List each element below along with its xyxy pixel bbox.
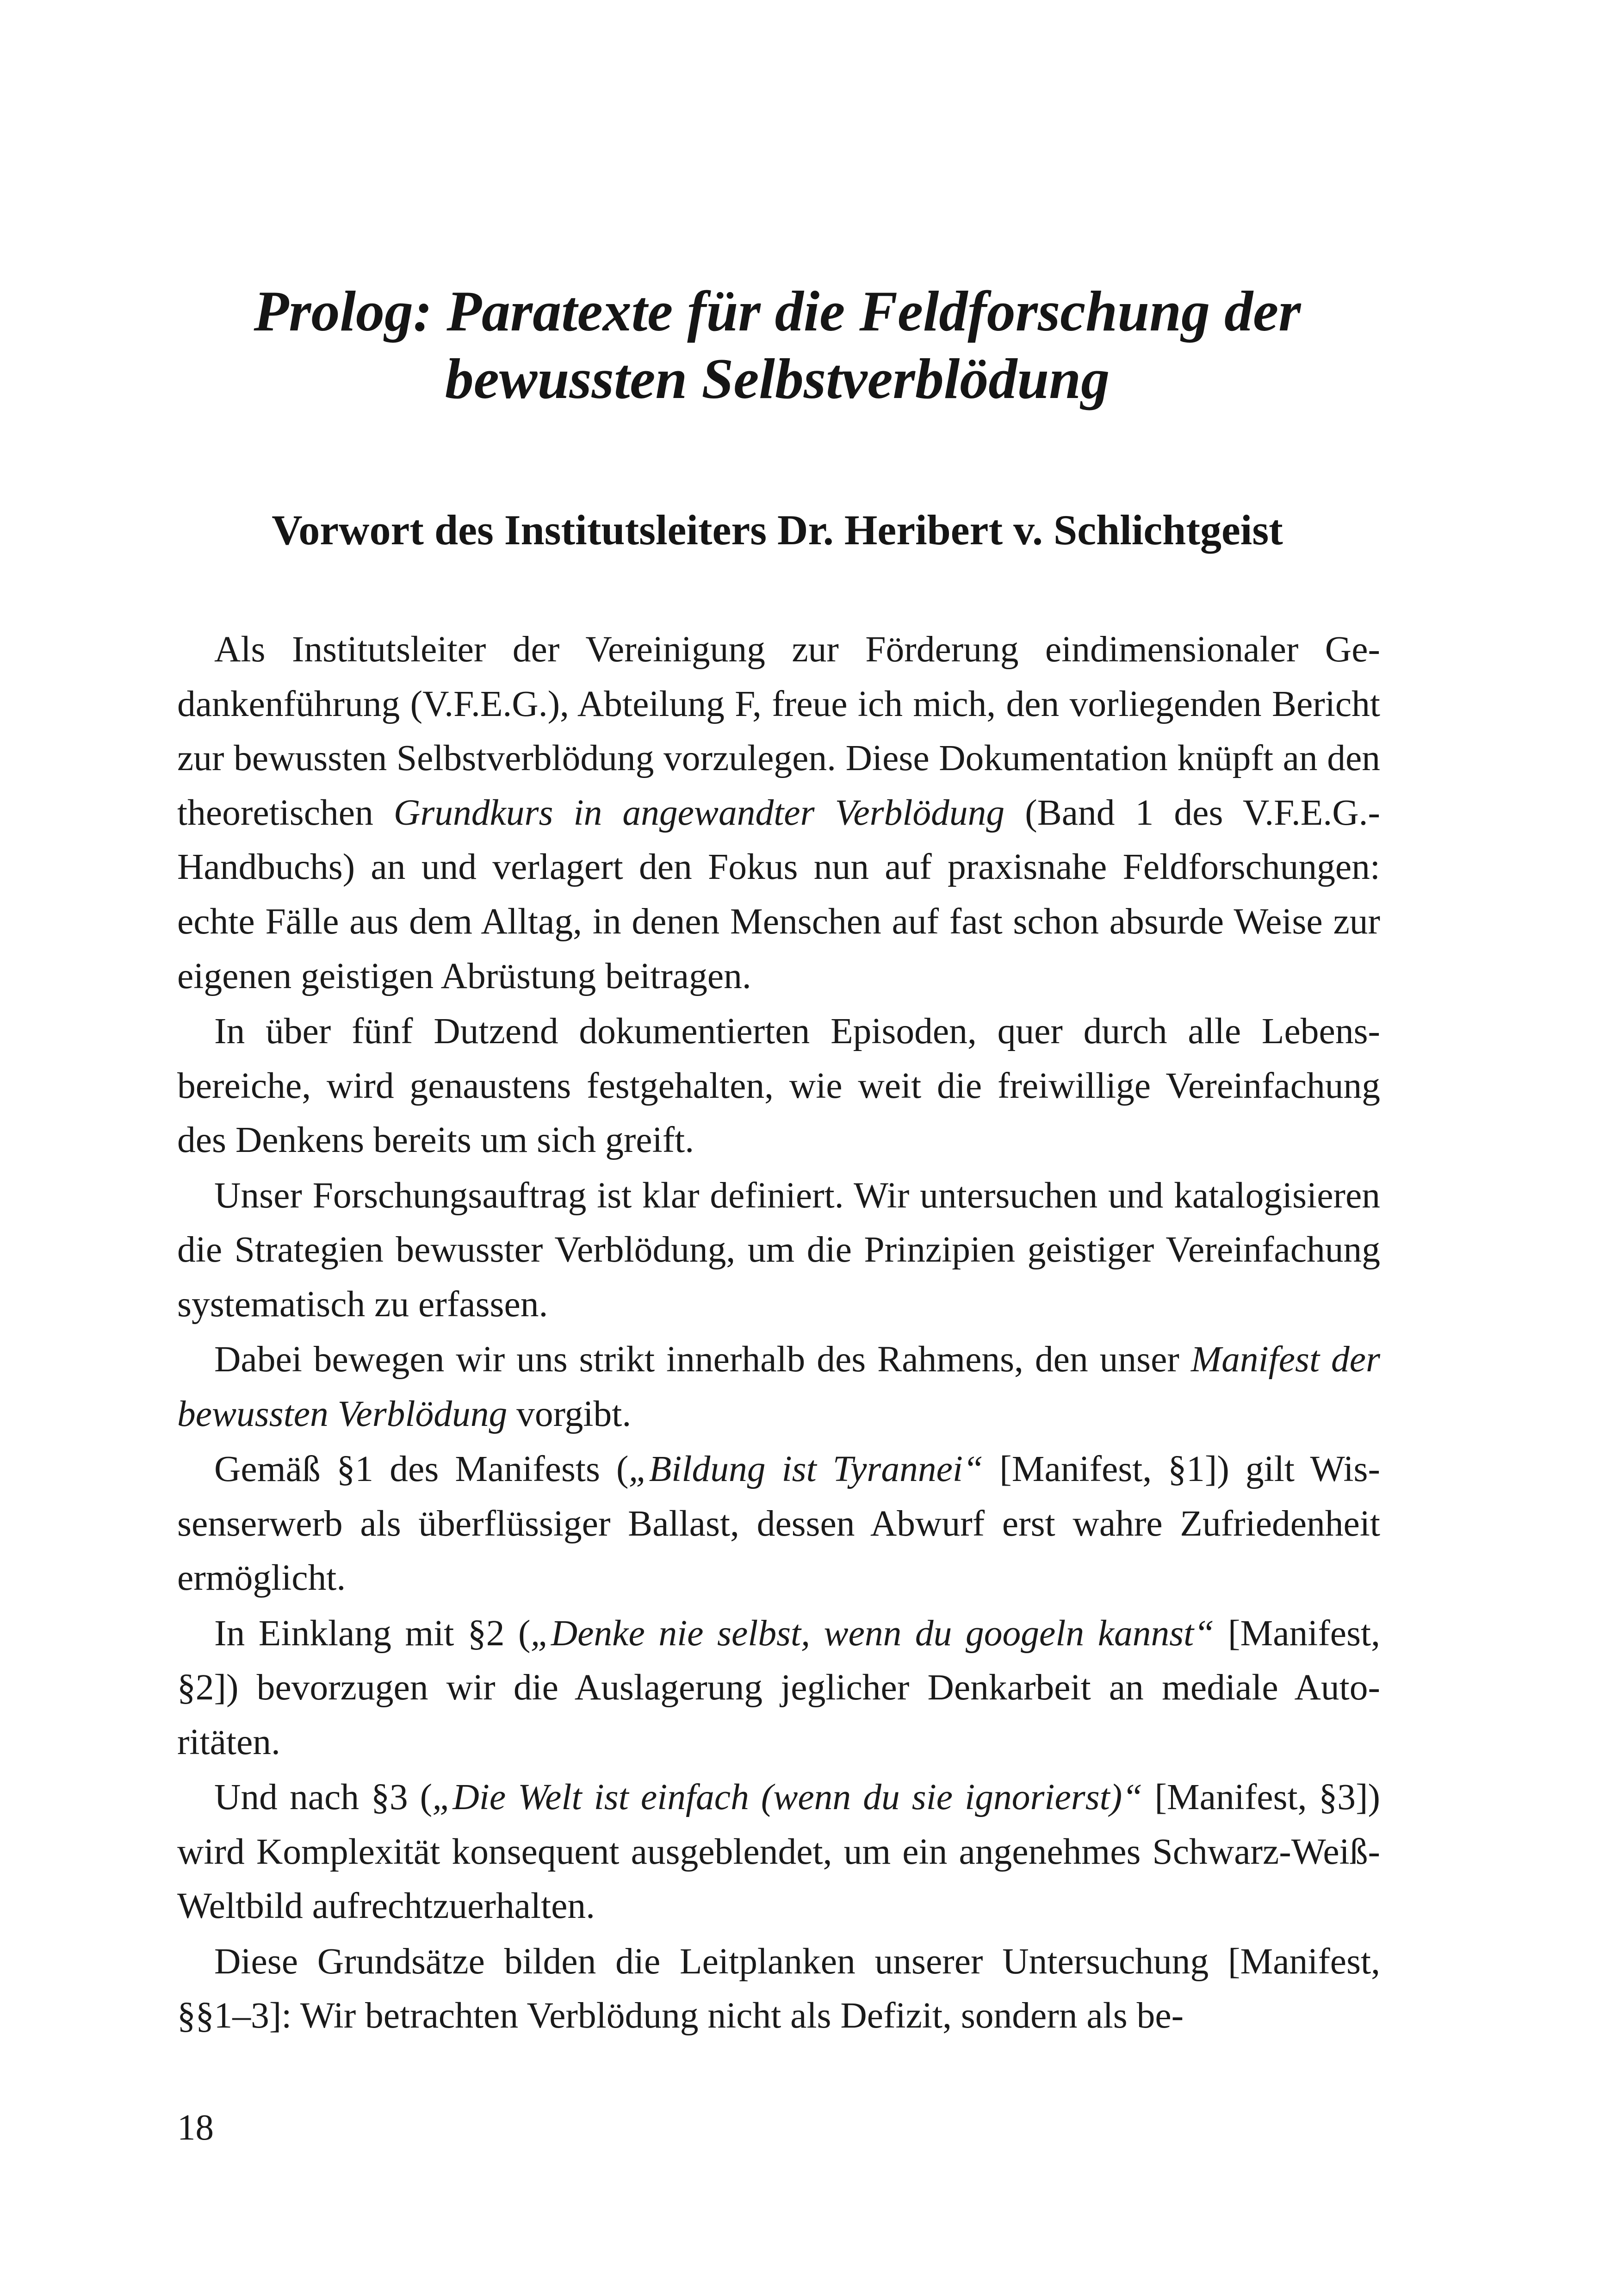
chapter-title (176, 278, 1379, 413)
chapter-title-line-2: bewussten Selbstverblödung (445, 347, 1110, 411)
paragraph-1-text-c: (Band 1 des V.F.E.G.-Handbuchs) an und verlagert den Fokus nun auf praxisnahe Feldforschungen: echte Fälle aus dem Alltag, in denen Menschen auf fast schon absurde Weise zur eigenen geistigen Abrüstung beitragen. (177, 792, 1380, 996)
paragraph-2: In über fünf Dutzend dokumentierten Episoden, quer durch alle Lebensbereiche, wird genaustens festgehalten, wie weit die freiwillige Vereinfachung des Denkens bereits um sich greift. (177, 1010, 1380, 1161)
chapter-title-line-1: Prolog: Paratexte für die Feldforschung der (254, 280, 1301, 343)
paragraph-1-text-a: Als Institutsleiter der Vereinigung zur Förderung eindimensionaler Gedankenführung (V.F.E.G.), Abteilung F, freue ich mich, den vorliegenden Bericht zur bewussten Selbstverblödung vorzulegen. Diese Dokumentation knüpft an den theoretischen (177, 629, 1380, 833)
paragraph-1 (177, 622, 1380, 1003)
section-title: Vorwort des Institutsleiters Dr. Heribert v. Schlichtgeist (272, 506, 1283, 554)
paragraph-5-text-a: Gemäß §1 des Manifests ( (214, 1449, 629, 1490)
page-number: 18 (177, 2108, 214, 2148)
paragraph-6-text-c: [Manifest, §2]) bevorzugen wir die Auslagerung jeglicher Denkarbeit an mediale Autoritäten. (177, 1612, 1380, 1762)
paragraph-4-text-c: vorgibt. (507, 1393, 632, 1434)
paragraph-7-quote: „Die Welt ist einfach (wenn du sie ignorierst)“ (432, 1777, 1143, 1818)
paragraph-8: Diese Grundsätze bilden die Leitplanken unserer Untersuchung [Manifest, §§1–3]: Wir betrachten Verblödung nicht als Defizit, sondern als be- (177, 1941, 1380, 2036)
paragraph-7 (177, 1770, 1380, 1934)
paragraph-5-quote: „Bildung ist Tyrannei“ (628, 1449, 984, 1490)
body-text (177, 622, 1380, 2043)
paragraph-6-quote: „Denke nie selbst, wenn du googeln kannst“ (530, 1612, 1215, 1654)
paragraph-7-text-c: [Manifest, §3]) wird Komplexität konsequent ausgeblendet, um ein angenehmes Schwarz-Weiß-Weltbild aufrechtzuerhalten. (177, 1777, 1380, 1927)
paragraph-4 (177, 1332, 1380, 1441)
paragraph-4-emphasis: Manifest der bewussten Verblödung (177, 1339, 1381, 1434)
paragraph-5 (177, 1442, 1380, 1605)
paragraph-3: Unser Forschungsauftrag ist klar definiert. Wir untersuchen und katalogisieren die Strategien bewusster Verblödung, um die Prinzipien geistiger Vereinfachung systematisch zu erfassen. (177, 1175, 1380, 1325)
paragraph-6-text-a: In Einklang mit §2 ( (214, 1612, 531, 1654)
paragraph-5-text-c: [Manifest, §1]) gilt Wissenserwerb als überflüssiger Ballast, dessen Abwurf erst wahre Zufriedenheit ermöglicht. (177, 1449, 1380, 1599)
paragraph-1-emphasis: Grundkurs in angewandter Verblödung (393, 792, 1005, 833)
paragraph-6 (177, 1606, 1380, 1770)
paragraph-4-text-a: Dabei bewegen wir uns strikt innerhalb des Rahmens, den unser (214, 1339, 1191, 1380)
paragraph-7-text-a: Und nach §3 ( (214, 1777, 433, 1818)
